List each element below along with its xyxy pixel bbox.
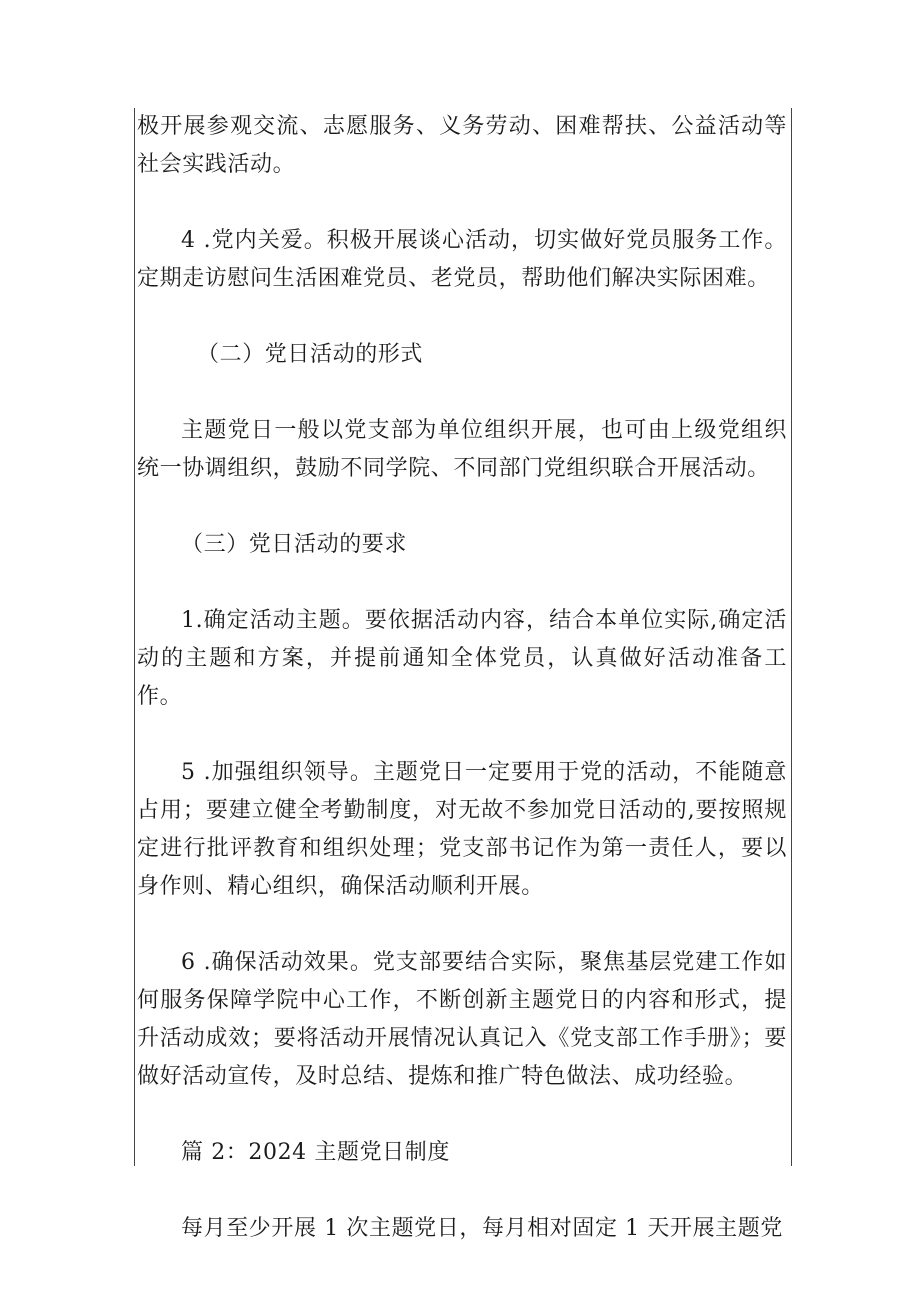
paragraph-gap: [137, 298, 787, 336]
paragraph-gap: [137, 374, 787, 412]
paragraph-social-practice: 极开展参观交流、志愿服务、义务劳动、困难帮扶、公益活动等社会实践活动。: [137, 114, 787, 177]
paragraph-gap: [137, 1172, 787, 1210]
paragraph-effect: 6 .确保活动效果。党支部要结合实际，聚焦基层党建工作如何服务保障学院中心工作，不断创新主题党日的内容和形式，提升活动成效；要将活动开展情况认真记入《党支部工作手册》；要做好活动宣传，及时总结、提炼和推广特色做法、成功经验。: [137, 950, 787, 1089]
paragraph-gap: [137, 488, 787, 526]
paragraph-monthly: 每月至少开展 1 次主题党日，每月相对固定 1 天开展主题党: [181, 1216, 783, 1241]
document-body: [137, 108, 787, 1248]
section-heading-article2: 篇 2：2024 主题党日制度: [181, 1140, 450, 1165]
paragraph-gap: [137, 184, 787, 222]
paragraph-form-body: 主题党日一般以党支部为单位组织开展，也可由上级党组织统一协调组织，鼓励不同学院、不同部门党组织联合开展活动。: [137, 418, 787, 481]
section-heading-form: （二）党日活动的形式: [197, 342, 424, 367]
paragraph-gap: [137, 906, 787, 944]
paragraph-theme: 1.确定活动主题。要依据活动内容，结合本单位实际,确定活动的主题和方案，并提前通知全体党员，认真做好活动准备工作。: [137, 608, 787, 709]
paragraph-gap: [137, 1096, 787, 1134]
paragraph-party-care: 4 .党内关爱。积极开展谈心活动，切实做好党员服务工作。定期走访慰问生活困难党员、老党员，帮助他们解决实际困难。: [137, 228, 787, 291]
paragraph-gap: [137, 716, 787, 754]
paragraph-leadership: 5 .加强组织领导。主题党日一定要用于党的活动，不能随意占用；要建立健全考勤制度，对无故不参加党日活动的,要按照规定进行批评教育和组织处理；党支部书记作为第一责任人，要以身作则、精心组织，确保活动顺利开展。: [137, 760, 787, 899]
paragraph-gap: [137, 564, 787, 602]
section-heading-requirements: （三）党日活动的要求: [181, 532, 408, 557]
